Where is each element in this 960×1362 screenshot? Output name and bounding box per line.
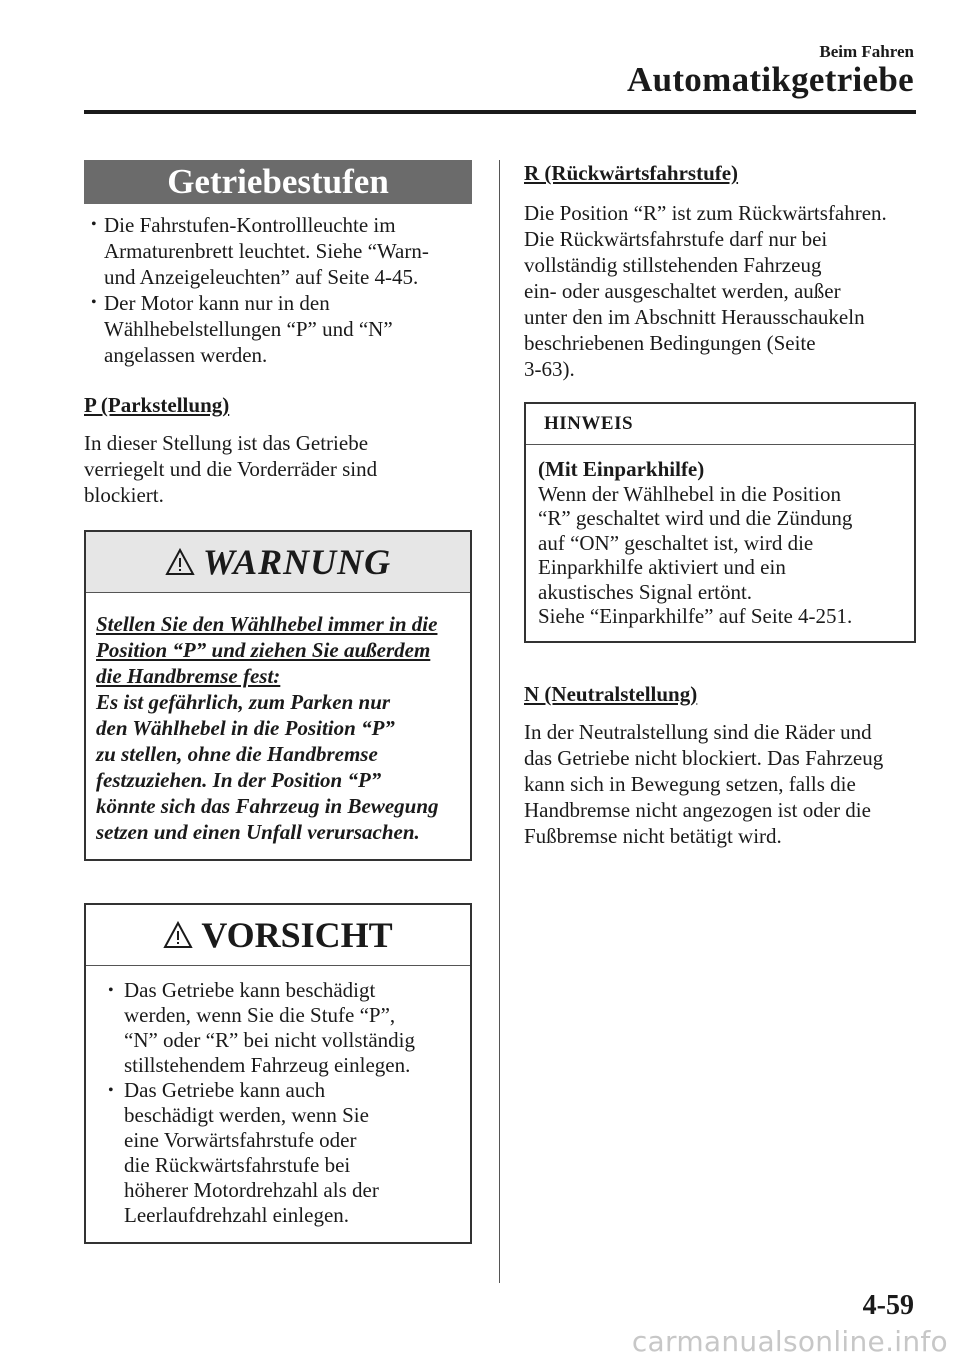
n-text xyxy=(524,719,916,849)
text-line: blockiert. xyxy=(84,483,164,507)
text-line: beschriebenen Bedingungen (Seite xyxy=(524,331,816,355)
text-line: Armaturenbrett leuchtet. Siehe “Warn- xyxy=(104,239,429,263)
n-heading: N (Neutralstellung) xyxy=(524,681,698,706)
text-line: Fußbremse nicht betätigt wird. xyxy=(524,823,782,848)
note-subtitle: (Mit Einparkhilfe) xyxy=(538,457,705,481)
text-line: die Handbremse fest: xyxy=(96,664,281,688)
watermark: carmanualsonline.info xyxy=(631,1325,948,1358)
text-line: setzen und einen Unfall verursachen. xyxy=(96,820,420,844)
intro-bullets xyxy=(84,212,472,368)
text-line: akustisches Signal ertönt. xyxy=(538,579,753,604)
caution-body xyxy=(86,966,470,1242)
warning-triangle-icon xyxy=(163,921,193,949)
text-line: Wählhebelstellungen “P” und “N” xyxy=(104,317,393,341)
text-line: die Rückwärtsfahrstufe bei xyxy=(124,1153,351,1177)
text-line: Wenn der Wählhebel in die Position xyxy=(538,481,841,506)
text-line: stillstehendem Fahrzeug einlegen. xyxy=(124,1053,411,1077)
bullet-item xyxy=(84,290,472,368)
text-line: • Das Getriebe kann beschädigt xyxy=(124,978,376,1002)
header-title: Automatikgetriebe xyxy=(627,60,914,99)
text-line: Es ist gefährlich, zum Parken nur xyxy=(96,690,391,714)
text-line: unter den im Abschnitt Herausschaukeln xyxy=(524,305,865,329)
warning-body xyxy=(86,593,470,859)
text-line: Siehe “Einparkhilfe” auf Seite 4-251. xyxy=(538,604,853,628)
page-number: 4-59 xyxy=(862,1290,914,1321)
warning-title: WARNUNG xyxy=(202,542,392,582)
text-line: angelassen werden. xyxy=(104,343,268,367)
note-header: HINWEIS xyxy=(526,404,914,445)
text-line: eine Vorwärtsfahrstufe oder xyxy=(124,1128,357,1152)
text-line: zu stellen, ohne die Handbremse xyxy=(96,742,378,766)
text-line: 3-63). xyxy=(524,357,575,381)
left-column xyxy=(84,160,472,1244)
text-line: Leerlaufdrehzahl einlegen. xyxy=(124,1203,350,1227)
text-line: Stellen Sie den Wählhebel immer in die xyxy=(96,612,438,636)
text-line: ein- oder ausgeschaltet werden, außer xyxy=(524,279,841,303)
text-line: Einparkhilfe aktiviert und ein xyxy=(538,555,786,579)
text-line: auf “ON” geschaltet ist, wird die xyxy=(538,530,814,555)
text-line: und Anzeigeleuchten” auf Seite 4-45. xyxy=(104,265,419,289)
text-line: könnte sich das Fahrzeug in Bewegung xyxy=(96,794,439,818)
caution-title: VORSICHT xyxy=(201,915,393,955)
text-line: vollständig stillstehenden Fahrzeug xyxy=(524,253,822,277)
text-line: • Das Getriebe kann auch xyxy=(124,1078,326,1102)
r-heading: R (Rückwärtsfahrstufe) xyxy=(524,161,739,185)
text-line: höherer Motordrehzahl als der xyxy=(124,1178,379,1202)
text-line: das Getriebe nicht blockiert. Das Fahrzeug xyxy=(524,745,884,770)
text-line: “R” geschaltet wird und die Zündung xyxy=(538,506,853,530)
note-body xyxy=(526,445,914,641)
text-line: beschädigt werden, wenn Sie xyxy=(124,1103,369,1127)
text-line: “N” oder “R” bei nicht vollständig xyxy=(124,1028,415,1052)
note-box xyxy=(524,402,916,643)
text-line: Die Position “R” ist zum Rückwärtsfahren. xyxy=(524,201,887,225)
caution-bullets xyxy=(100,978,460,1228)
warning-box xyxy=(84,530,472,861)
warning-triangle-icon xyxy=(165,548,195,576)
text-line: • Die Fahrstufen-Kontrollleuchte im xyxy=(104,213,396,237)
bullet-item xyxy=(100,1078,460,1228)
text-line: In dieser Stellung ist das Getriebe xyxy=(84,431,369,455)
text-line: In der Neutralstellung sind die Räder und xyxy=(524,719,872,744)
right-column xyxy=(524,160,916,849)
text-line: den Wählhebel in die Position “P” xyxy=(96,716,395,740)
section-banner: Getriebestufen xyxy=(84,160,472,204)
text-line: verriegelt und die Vorderräder sind xyxy=(84,457,378,481)
text-line: Position “P” und ziehen Sie außerdem xyxy=(96,638,431,662)
header-section: Beim Fahren xyxy=(819,42,914,61)
header-rule xyxy=(84,110,916,114)
text-line: • Der Motor kann nur in den xyxy=(104,291,330,315)
bullet-item xyxy=(84,212,472,290)
text-line: festzuziehen. In der Position “P” xyxy=(96,768,382,792)
column-divider xyxy=(499,160,500,1283)
text-line: werden, wenn Sie die Stufe “P”, xyxy=(124,1003,396,1027)
r-text xyxy=(524,200,916,382)
text-line: Die Rückwärtsfahrstufe darf nur bei xyxy=(524,227,828,251)
text-line: Handbremse nicht angezogen ist oder die xyxy=(524,797,871,822)
p-heading: P (Parkstellung) xyxy=(84,393,230,417)
caution-box xyxy=(84,903,472,1244)
p-text xyxy=(84,430,472,508)
text-line: kann sich in Bewegung setzen, falls die xyxy=(524,771,856,796)
warning-header xyxy=(86,532,470,593)
bullet-item xyxy=(100,978,460,1078)
caution-header xyxy=(86,905,470,966)
